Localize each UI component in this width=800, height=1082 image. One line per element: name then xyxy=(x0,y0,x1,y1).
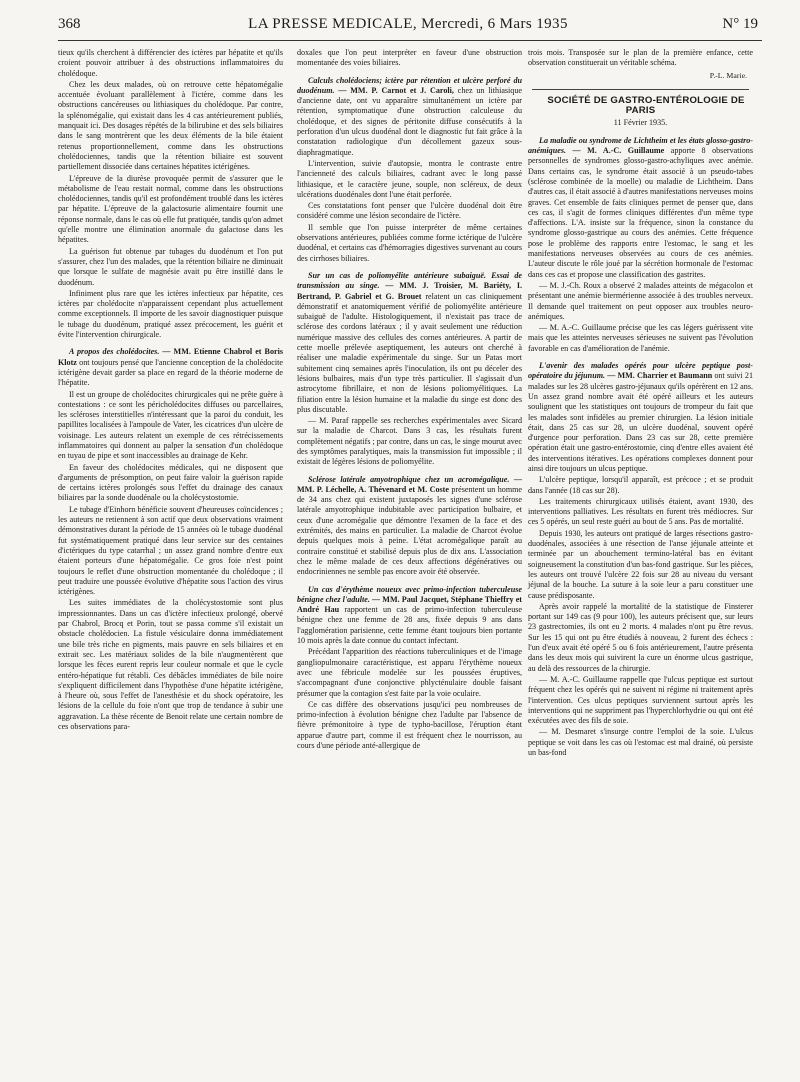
article-heading xyxy=(528,361,753,474)
paragraph: tieux qu'ils cherchent à différencier des ictères par hépatite et qu'ils croient pouvoir attribuer à des obstructions inflammatoires du cholédoque. xyxy=(58,48,283,78)
paragraph: Les suites immédiates de la cholécystostomie sont plus impressionnantes. Dans un cas d'ictère infectieux prolongé, obervé par Chabrol, Brocq et Porin, tout se passa comme s'il existait un obstacle cholédocien. La fistule vésiculaire donna immédiatement une bile très riche en pigments, mais pauvre en sels biliaires et en extrait sec. Les matériaux solides de la bile n'augmentèrent que lorsque les fèces eurent repris leur couleur normale et que le cycle entéro-hépatique fut rétabli. Ces débâcles immédiates de bile noire s'expliquent difficilement dans l'hypothèse d'une hépatite ictérigène, à l'heure où, sous l'effet de l'anesthésie et du shock opératoire, les lésions de la cellule du foie n'ont que trop de tendance à subir une aggravation. La thèse récente de Benoit relate une certain nombre de ces observations para- xyxy=(58,598,283,731)
article-authors: — MM. J. Troisier, M. Bariéty, I. Bertrand, P. Gabriel et G. Brouet xyxy=(297,281,522,301)
paragraph: L'ulcère peptique, lorsqu'il apparaît, est précoce ; et se produit dans l'année (18 cas sur 28). xyxy=(528,475,753,495)
paragraph: — M. A.-C. Guillaume précise que les cas légers guérissent vite mais que les atteintes nerveuses sérieuses ne suivent pas l'évolution favorable en cas d'amélioration de l'anémie. xyxy=(528,323,753,353)
section-title: SOCIÉTÉ DE GASTRO-ENTÉROLOGIE DE PARIS xyxy=(547,94,745,117)
column-1 xyxy=(58,48,283,733)
article-text: présentent un homme de 34 ans chez qui existent juxtaposés les signes d'une sclérose latérale amyotrophique indubitable avec participation bulbaire, et ceux d'une acromégalie que démontre l'examen de la face et des extrémités, des mains en particulier. La maladie de Charcot évolue depuis quelques mois à peine. L'état acromégalique paraît au contraire constitué et stabilisé depuis plus de dix ans. L'association chez le même malade de ces deux affections dégénératives ou endocriniennes ne semble pas encore avoir été observée. xyxy=(297,484,523,577)
signature: P.-L. Marie. xyxy=(709,70,747,80)
paragraph: doxales que l'on peut interpréter en faveur d'une obstruction momentanée des voies biliaires. xyxy=(297,48,522,68)
article-heading xyxy=(297,475,522,578)
paragraph: Infiniment plus rare que les ictères infectieux par hépatite, ces ictères par cholédocite n'apparaissent cependant plus actuellement comme exceptionnels. Il importe de les savoir diagnostiquer puisque le tubage du duodénum, pratiqué assez précocement, les guérit et évite l'intervention chirurgicale. xyxy=(58,288,283,340)
article-heading xyxy=(297,585,522,647)
paragraph: Il est un groupe de cholédocites chirurgicales qui ne prête guère à contestations : ce sont les péricholédocites diffuses ou parcellaires, les scléroses interstitielles n'intéressant que la paroi du conduit, les papillites localisées à l'ampoule de Vater, les cicatrices d'un ulcère de voisinage. Les auteurs relatent un exemple de ces rétrécissements inflammatoires qui donnent au palper la sensation d'un cholédoque en tuyau de pipe et sont inaccessibles au drainage de Kehr. xyxy=(58,389,283,461)
page-number: 368 xyxy=(58,16,81,32)
article-authors: — MM. Charrier et Baumann xyxy=(605,371,713,381)
article-text: chez un lithiasique d'ancienne date, ont vu apparaître simultanément un ictère par rétention, symptomatique d'une obstruction calculeuse du cholédoque, et des signes de péritonite diffuse consécutifs à la perforation d'un ulcus duodénal dont le diagnostic fut fait grâce à la constatation radiologique d'un décollement gazeux sous-diaphragmatique. xyxy=(297,85,522,157)
paragraph: L'épreuve de la diurèse provoquée permit de s'assurer que le métabolisme de l'eau restait normal, comme dans les obstructions cholédociennes, tandis qu'il est profondément troublé dans les ictères par hépatite. L'épreuve de la galactosurie alimentaire fournit une réponse normale, dans le cas où elle fut pratiquée, tandis qu'on admet qu'elle montre une élimination anormale du galactose dans les hépatites. xyxy=(58,173,283,245)
column-2 xyxy=(297,48,522,752)
article-title: L'avenir des malades opérés pour ulcère peptique post-opératoire du jéjunum. xyxy=(528,361,753,381)
article-authors: — MM. P. Léchelle, A. Thévenard et M. Coste xyxy=(297,474,522,494)
paragraph: Ce cas diffère des observations jusqu'ici peu nombreuses de primo-infection à évolution bénigne chez l'adulte par l'absence de fièvre prémonitoire à type de typho-bacillose, l'éruption étant apparue d'autre part, comme il est fréquent chez le nourrisson, au cours d'une période anté-allergique de xyxy=(297,699,522,750)
article-authors: — MM. Paul Jacquet, Stéphane Thieffry et André Hau xyxy=(297,594,522,615)
paragraph: L'intervention, suivie d'autopsie, montra le contraste entre l'ancienneté des calculs biliaires, cadrant avec le long passé lithiasique, et le caractère jeune, souple, non scléreux, de deux ulcérations duodénales dont l'une était perforée. xyxy=(297,158,522,199)
article-title: Calculs cholédociens; ictère par rétention et ulcère perforé du duodénum. xyxy=(297,75,522,95)
column-3-intro: trois mois. Transposée sur le plan de la première enfance, cette observation constituerait un véritable schéma. xyxy=(528,48,753,68)
header-rule xyxy=(58,40,762,41)
article-heading xyxy=(528,136,753,280)
article-text: rapportent un cas de primo-infection tuberculeuse bénigne chez une femme de 28 ans, fixée depuis 9 ans dans l'agglomération parisienne, cette femme étant toujours bien portante 10 mois après la date connue du contact infectant. xyxy=(297,605,522,646)
paragraph: Il semble que l'on puisse interpréter de même certaines observations antérieures, publiées comme forme ictérique de l'ulcère duodénal, et certains cas d'hémorragies digestives survenant au cours des cirrhoses biliaires. xyxy=(297,222,522,263)
paragraph: En faveur des cholédocites médicales, qui ne disposent que d'arguments de présomption, on peut faire valoir la guérison rapide de certains ictères prolongés sous l'effet du drainage des canaux biliaires par la sonde duodénale ou la cholécystostomie. xyxy=(58,462,283,503)
article-title: Sur un cas de poliomyélite antérieure subaiguë. Essai de transmission au singe. xyxy=(297,270,522,291)
section-date: 11 Février 1935. xyxy=(613,118,668,128)
paragraph: Après avoir rappelé la mortalité de la statistique de Finsterer portant sur 149 cas (9 pour 100), les auteurs précisent que, sur leurs 23 gastrectomies, ils ont eu 2 morts. 4 malades n'ont pu être revus. Sur les 15 qui ont pu être étudiés à nouveau, 2 furent des échecs : l'un d'eux avait été opéré 5 ou 6 fois antérieurement, l'autre présenta dans les deux mois qui suivirent la cure un énorme ulcus gastrique, au delà des ressources de la chirurgie. xyxy=(528,601,753,673)
paragraph: Chez les deux malades, où on retrouve cette hépatomégalie accentuée évoluant parallèlement à l'ictère, comme dans les obstructions cancéreuses ou lithiasiques du cholédoque. Par contre, la splénomégalie, qui existait dans les 4 cas antérieurement publiés, manquait ici. Des dosages répétés de la bilirubine et des sels biliaires dans le sang montrèrent que les deux éléments de la bile étaient retenus proportionnellement, comme dans les obstructions cholédociennes, tandis que la rétention biliaire est souvent partiellement dissociée dans certaines hépatites ictérigènes. xyxy=(58,79,283,172)
paragraph: Ces constatations font penser que l'ulcère duodénal doit être considéré comme une lésion secondaire de l'ictère. xyxy=(297,201,522,221)
article-title: A propos des cholédocites. xyxy=(69,347,160,357)
paragraph: Les traitements chirurgicaux utilisés étaient, avant 1930, des interventions palliatives. Les résultats en furent très médiocres. Sur ces 5 opérés, un seul reste guéri au bout de 5 ans. Pas de mortalité. xyxy=(528,496,753,527)
article-title: Sclérose latérale amyotrophique chez un acromégalique. xyxy=(308,474,510,484)
issue-number: N° 19 xyxy=(722,16,758,32)
article-text: ont toujours pensé que l'ancienne conception de la cholédocite ictérigène devait garder sa place en regard de la théorie moderne de l'hépatite. xyxy=(58,357,283,388)
article-heading xyxy=(297,76,522,158)
paragraph: — M. A.-C. Guillaume rappelle que l'ulcus peptique est surtout fréquent chez les opérés qui ne suivent ni régime ni traitement après l'intervention. Ces ulcus peptiques surviennent surtout après les interventions qui ne suppriment pas l'hyperchlorhydrie ou qui ont été exécutées avec des fils de soie. xyxy=(528,674,753,726)
article-authors: — MM. Etienne Chabrol et Boris Klotz xyxy=(58,347,283,367)
paragraph: Depuis 1930, les auteurs ont pratiqué de larges résections gastro-duodénales, associées à une résection de l'anse jéjunale atteinte et terminée par un abouchement termino-latéral bas en évitant soigneusement la constitution d'un bas-fond gastrique. Sur les pièces, les auteurs ont trouvé l'ulcère 22 fois sur 28 au niveau du versant jéjunal de la bouche. La suture à la soie leur a paru constituer une cause prédisposante. xyxy=(528,528,753,600)
article-text: apporte 8 observations personnelles de syndromes glosso-gastro-achyliques avec anémie. Dans certains cas, le syndrome était associé à un pseudo-tabes (sclérose combinée de la moelle) ou maladie de Lichtheim. Dans d'autres cas, il était associé à d'autres manifestations nerveuses moins graves. Cet ensemble de faits cliniques permet de penser que, dans ces cas, il s'agit de formes cliniques différentes d'un même type d'affections. L'A. insiste sur la fréquence, sinon la constance du syndrome glosso-gastrique au cours des anémies. Cette fréquence pose le problème des rapports entre l'estomac, le sang et les manifestations nerveuses observées au cours de ces anémies. L'auteur discute le rôle joué par la sécrétion hormonale de l'estomac dans ces cas et propose une classification des gastrites. xyxy=(528,146,753,279)
paragraph: Le tubage d'Einhorn bénéficie souvent d'heureuses coïncidences ; les auteurs ne retiennent à son actif que deux observations vraiment démonstratives durant la période de 15 années où le tubage duodénal fut systématiquement pratiqué dans leur service sur des centaines d'ictériques du type catarrhal ; un assez grand nombre d'entre eux étaient porteurs d'une hépatomégalie. Ce gros foie n'est point toujours le reflet d'une obstruction momentanée du cholédoque ; il peut traduire une poussée évolutive d'hépatite sous l'action des virus ictérigènes. xyxy=(58,504,283,597)
column-3-body xyxy=(528,136,753,759)
paragraph: — M. J.-Ch. Roux a observé 2 malades atteints de mégacolon et présentant une anémie biermérienne associée à des troubles nerveux. Il demande quel traitement on peut opposer aux troubles neuro-anémiques. xyxy=(528,280,753,321)
article-title: La maladie ou syndrome de Lichtheim et les états glosso-gastro-anémiques. xyxy=(528,135,753,156)
article-heading xyxy=(58,347,283,388)
column-3 xyxy=(528,48,753,759)
page-header xyxy=(58,16,758,36)
paragraph: — M. Paraf rappelle ses recherches expérimentales avec Sicard sur la maladie de Charcot. Dans 3 cas, les résultats furent complètement négatifs ; par contre, dans un cas, le singe mourut avec des symptômes paralytiques, mais la transmission fut impossible ; il existait de légères lésions de poliomyélite. xyxy=(297,416,522,467)
paragraph: Précédant l'apparition des réactions tuberculiniques et de l'image gangliopulmonaire caractéristique, est apparu l'érythème noueux avec une fébricule modelée sur les poussées éruptives, s'accompagnant d'une conjonctive phlycténulaire double faisant présumer que la contagion s'est faite par la voie oculaire. xyxy=(297,647,522,698)
article-authors: — MM. P. Carnot et J. Caroli, xyxy=(334,85,454,95)
article-authors: — M. A.-C. Guillaume xyxy=(566,146,665,156)
article-heading xyxy=(297,271,522,415)
paragraph: — M. Desmaret s'insurge contre l'emploi de la soie. L'ulcus peptique se voit dans les cas où l'estomac est mal drainé, où persiste un bas-fond xyxy=(528,727,753,757)
masthead: LA PRESSE MEDICALE, Mercredi, 6 Mars 1935 xyxy=(248,16,568,32)
section-rule xyxy=(532,89,749,90)
article-title: Un cas d'érythème noueux avec primo-infection tuberculeuse bénigne chez l'adulte. xyxy=(297,584,522,604)
paragraph: La guérison fut obtenue par tubages du duodénum et l'on put s'assurer, chez l'un des malades, que la rétention biliaire ne diminuait que lorsque le sulfate de magnésie avait pu être instillé dans le duodénum. xyxy=(58,246,283,287)
article-text: ont suivi 21 malades sur les 28 ulcères gastro-jéjunaux qu'ils opérèrent en 12 ans. Un assez grand nombre avait été opéré ailleurs et les auteurs soulignent que les statistiques ont toujours de trompeur du fait que les malades sont infidèles au premier chirurgien. La lésion initiale était, dans 25 cas sur 28, un ulcère duodénal, souvent opéré d'urgence pour perforation. Dans 23 cas sur 28, cette première opération était une gastro-entérostomie, cinq d'entre elles avaient été des interventions itératives. Les opérations complexes donnent pour ainsi dire toujours un ulcus peptique. xyxy=(528,371,753,473)
article-text: relatent un cas cliniquement démonstratif et anatomiquement vérifié de poliomyélite antérieure subaiguë de l'adulte. Histologiquement, il n'existait pas trace de sclérose des cordons latéraux ; il y avait seulement une réduction numérique massive des cellules des cornes antérieures. A partir de cette moelle prélevée aseptiquement, les auteurs ont cherché à réaliser une maladie expérimentale du singe. Sur un Patas mort subitement cinq semaines après l'inoculation, ils ont pu déceler des lésions bulbaires, mais d'un type très particulier. Il s'agissait d'un astrocytome fibrillaire, et non de lésions poliomyélitiques. La filiation entre la lésion humaine et la maladie du singe est donc des plus discutable. xyxy=(297,291,522,414)
